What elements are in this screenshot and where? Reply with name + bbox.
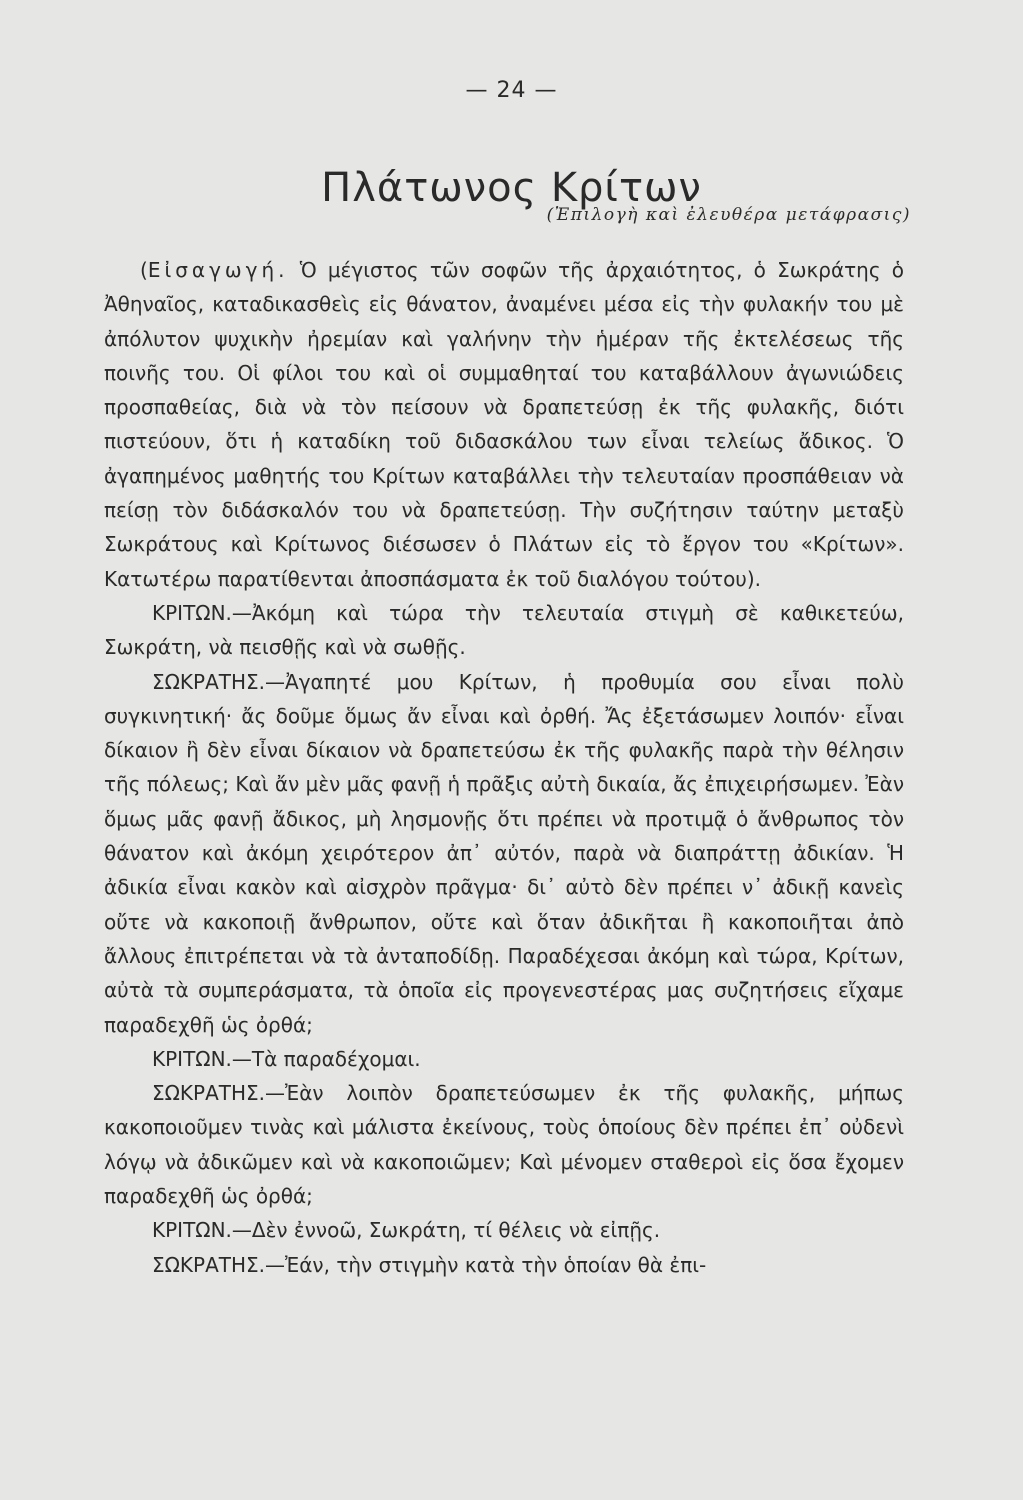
dialogue-line [104, 1248, 904, 1282]
page-number: — 24 — [465, 78, 558, 103]
speaker-name: ΣΩΚΡΑΤΗΣ. [152, 1252, 266, 1277]
speech-text: —Τὰ παραδέχομαι. [231, 1046, 421, 1071]
speech-text: —Ἐὰν λοιπὸν δραπετεύσωμεν ἐκ τῆς φυλακῆς, μήπως κακοποιοῦμεν τινὰς καὶ μάλιστα ἐκείνους, τοὺς ὁποίους δὲν πρέπει ἐπ᾽ οὐδενὶ λόγῳ νὰ ἀδικῶμεν καὶ νὰ κακοποιῶμεν; Καὶ μένομεν σταθεροὶ εἰς ὅσα ἔχομεν παραδεχθῆ ὡς ὀρθά; [104, 1081, 904, 1209]
speech-text: —Ἀκόμη καὶ τώρα τὴν τελευταία στιγμὴ σὲ καθικετεύω, Σωκράτη, νὰ πεισθῇς καὶ νὰ σωθῇς. [104, 600, 904, 660]
dialogue-line [104, 1213, 904, 1247]
page-title: Πλάτωνος Κρίτων [321, 164, 702, 211]
dialogue-line [104, 596, 904, 665]
intro-paragraph [104, 253, 904, 596]
speech-text: —Ἀγαπητέ μου Κρίτων, ἡ προθυμία σου εἶναι πολὺ συγκινητική· ἄς δοῦμε ὅμως ἄν εἶναι καὶ ὀρθή. Ἄς ἐξετάσωμεν λοιπόν· εἶναι δίκαιον ἢ δὲν εἶναι δίκαιον νὰ δραπετεύσω ἐκ τῆς φυλακῆς παρὰ τὴν θέλησιν τῆς πόλεως; Καὶ ἄν μὲν μᾶς φανῇ ἡ πρᾶξις αὐτὴ δικαία, ἄς ἐπιχειρήσωμεν. Ἐὰν ὅμως μᾶς φανῇ ἄδικος, μὴ λησμονῇς ὅτι πρέπει νὰ προτιμᾷ ὁ ἄνθρωπος τὸν θάνατον καὶ ἀκόμη χειρότερον ἀπ᾽ αὐτόν, παρὰ νὰ διαπράττῃ ἀδικίαν. Ἡ ἀδικία εἶναι κακὸν καὶ αἰσχρὸν πρᾶγμα· δι᾽ αὐτὸ δὲν πρέπει ν᾽ ἀδικῇ κανεὶς οὔτε νὰ κακοποιῇ ἄνθρωπον, οὔτε καὶ ὅταν ἀδικῆται ἢ κακοποιῆται ἀπὸ ἄλλους ἐπιτρέπεται νὰ τὰ ἀνταποδίδῃ. Παραδέχεσαι ἀκόμη καὶ τώρα, Κρίτων, αὐτὰ τὰ συμπεράσματα, τὰ ὁποῖα εἰς προγενεστέρας μας συζητήσεις εἴχαμε παραδεχθῆ ὡς ὀρθά; [104, 669, 904, 1037]
intro-paren: ( [140, 258, 148, 282]
subtitle: (Ἐπιλογὴ καὶ ἐλευθέρα μετάφρασις) [546, 205, 911, 225]
dialogue-line [104, 1076, 904, 1213]
speech-text: —Ἐάν, τὴν στιγμὴν κατὰ τὴν ὁποίαν θὰ ἐπι- [265, 1252, 707, 1277]
text-body [104, 253, 904, 1282]
speaker-name: ΣΩΚΡΑΤΗΣ. [152, 1081, 266, 1106]
speaker-name: ΚΡΙΤΩΝ. [152, 1218, 232, 1243]
speaker-name: ΚΡΙΤΩΝ. [152, 600, 232, 625]
speaker-name: ΚΡΙΤΩΝ. [152, 1046, 232, 1071]
speaker-name: ΣΩΚΡΑΤΗΣ. [152, 669, 266, 694]
speech-text: —Δὲν ἐννοῶ, Σωκράτη, τί θέλεις νὰ εἰπῇς. [231, 1218, 661, 1243]
dialogue-line [104, 1042, 904, 1076]
intro-text: Ὁ μέγιστος τῶν σοφῶν τῆς ἀρχαιότητος, ὁ Σωκράτης ὁ Ἀθηναῖος, καταδικασθεὶς εἰς θάνατον, ἀναμένει μέσα εἰς τὴν φυλακήν του μὲ ἀπόλυτον ψυχικὴν ἠρεμίαν καὶ γαλήνην τὴν ἡμέραν τῆς ἐκτελέσεως τῆς ποινῆς του. Οἱ φίλοι του καὶ οἱ συμμαθηταί του καταβάλλουν ἀγωνιώδεις προσπαθείας, διὰ νὰ τὸν πείσουν νὰ δραπετεύσῃ ἐκ τῆς φυλακῆς, διότι πιστεύουν, ὅτι ἡ καταδίκη τοῦ διδασκάλου των εἶναι τελείως ἄδικος. Ὁ ἀγαπημένος μαθητής του Κρίτων καταβάλλει τὴν τελευταίαν προσπάθειαν νὰ πείσῃ τὸν διδάσκαλόν του νὰ δραπετεύσῃ. Τὴν συζήτησιν ταύτην μεταξὺ Σωκράτους καὶ Κρίτωνος διέσωσεν ὁ Πλάτων εἰς τὸ ἔργον του «Κρίτων». Κατωτέρω παρατίθενται ἀποσπάσματα ἐκ τοῦ διαλόγου τούτου). [104, 258, 904, 591]
dialogue-line [104, 665, 904, 1042]
intro-label: Εἰσαγωγή. [147, 258, 289, 282]
